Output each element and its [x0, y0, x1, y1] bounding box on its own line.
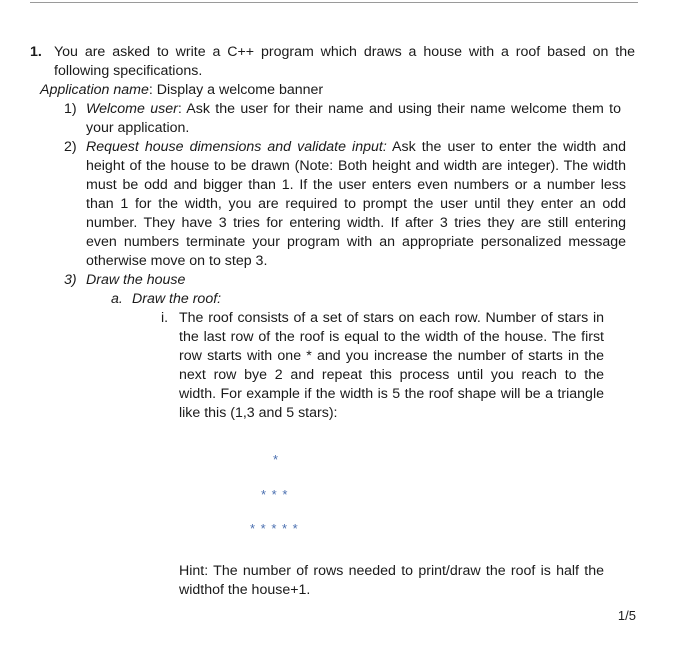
- hint-line-2: widthof the house+1.: [179, 582, 311, 598]
- step1-number: 1): [64, 101, 77, 117]
- star-row-3: * * * * *: [250, 521, 299, 536]
- roman-i-line-4: next row bye 2 and repeat this process until you reach to the: [179, 367, 604, 383]
- roman-i-line-2: the last row of the roof is equal to the width of the house. The first: [179, 329, 604, 345]
- step1-line-2: your application.: [86, 120, 190, 136]
- app-name-line: [40, 81, 323, 100]
- step2-line-3: must be odd and bigger than 1. If the user enters even numbers or a number less: [86, 177, 626, 193]
- step1-line-1: Welcome user: Ask the user for their name and using their name welcome them to: [86, 101, 621, 117]
- roman-i-line-5: width. For example if the width is 5 the roof shape will be a triangle: [179, 386, 604, 402]
- step2-line-7: otherwise move on to step 3.: [86, 253, 268, 269]
- hint-line-1: Hint: The number of rows needed to print/draw the roof is half the: [179, 563, 604, 579]
- question-line-1: You are asked to write a C++ program which draws a house with a roof based on the: [54, 44, 635, 60]
- app-name-text: : Display a welcome banner: [148, 82, 324, 98]
- step2-line-6: even numbers terminate your program with an appropriate personalized message: [86, 234, 626, 250]
- roman-i-number: i.: [161, 310, 169, 326]
- step3-title: Draw the house: [86, 272, 186, 288]
- step2-line-2: height of the house to be drawn (Note: Both height and width are integer). The width: [86, 158, 626, 174]
- step3-number: 3): [64, 272, 77, 288]
- app-name-label: Application name: [40, 82, 149, 98]
- question-number: 1.: [30, 44, 42, 60]
- star-row-1: *: [273, 452, 280, 467]
- sub-a-number: a.: [111, 291, 123, 307]
- step2-number: 2): [64, 139, 77, 155]
- sub-a-title: Draw the roof:: [132, 291, 222, 307]
- roman-i-line-3: row starts with one * and you increase the number of starts in the: [179, 348, 604, 364]
- page-number: 1/5: [617, 608, 636, 623]
- step2-line-4: than 1 for the width, you are required to prompt the user until they enter an odd: [86, 196, 626, 212]
- star-row-2: * * *: [261, 487, 289, 502]
- step2-title: Request house dimensions and validate input:: [86, 139, 387, 155]
- roman-i-line-1: The roof consists of a set of stars on each row. Number of stars in: [179, 310, 604, 326]
- top-rule: [30, 2, 638, 3]
- step2-line-5: number. They have 3 tries for entering width. If after 3 tries they are still entering: [86, 215, 626, 231]
- step2-line-1: Request house dimensions and validate input: Ask the user to enter the width and: [86, 139, 626, 155]
- step1-title: Welcome user: [86, 101, 178, 117]
- question-line-2: following specifications.: [54, 63, 203, 79]
- roman-i-line-6: like this (1,3 and 5 stars):: [179, 405, 338, 421]
